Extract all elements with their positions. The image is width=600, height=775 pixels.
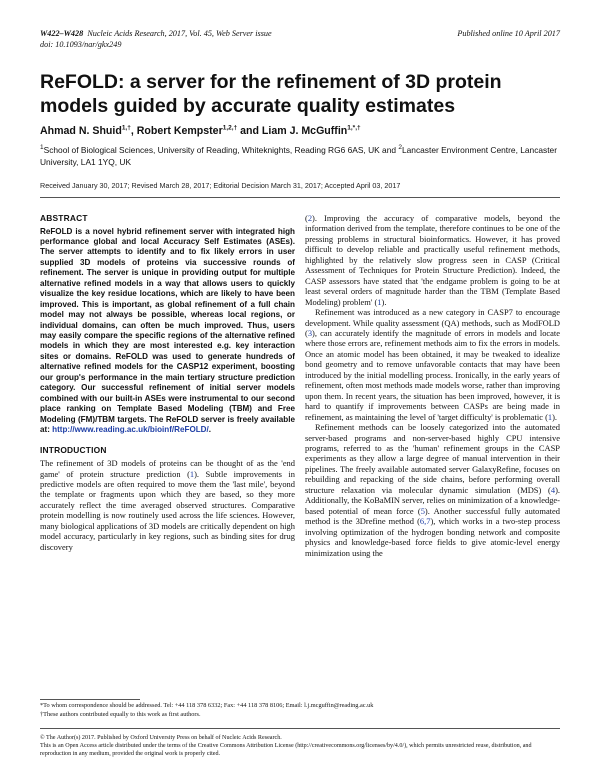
equal-contribution-footnote: †These authors contributed equally to this work as first authors. [40,710,201,718]
citation-link[interactable]: 3 [307,327,313,338]
body-paragraph-2: Refinement was introduced as a new category in CASP7 to encourage development. While quality assessment (QA) methods, such as ModFOLD (3), can accurately identify the magnitude of errors in models and locate where those errors are, refinement methods aim to fix the errors in models. Once an atomic model has been obtained, it may be tweaked to idealize bond geometry and to remove unfavorable contacts that may have been introduced by the initial modelling process. Ironically, in the early years of refinement, often most methods made models worse, rather than improving upon them. In recent years, the situation has been improved, however, it is hard to quantify if improvements between CASPs are being made in refinement, as maintaining the level of 'target difficulty' is problematic (1). [305,307,560,422]
journal-name: Nucleic Acids Research, 2017, Vol. 45, Web Server issue [87,29,272,38]
license-divider [40,728,560,729]
author-list: Ahmad N. Shuid$^{1,\dagger}$, Robert Kempster$^{1,2,\dagger}$ and Liam J. McGuffin$^{1,*,\dagger}$ [40,124,361,137]
citation-link[interactable]: 1 [189,468,195,479]
published-date: Published online 10 April 2017 [457,29,560,38]
header-left [40,28,272,50]
citation-link[interactable]: 4 [550,484,556,495]
author-mcguffin: Liam J. McGuffin [261,125,348,137]
left-column [40,213,295,552]
doi[interactable]: doi: 10.1093/nar/gkx249 [40,40,122,49]
license-notice [40,734,560,758]
citation-link[interactable]: 1 [377,296,382,307]
article-title: ReFOLD: a server for the refinement of 3D protein models guided by accurate quality estimates [40,71,502,117]
correspondence-footnote: *To whom correspondence should be addressed. Tel: +44 118 378 6332; Fax: +44 118 378 8106; Email: l.j.mcguffin@reading.ac.uk [40,702,374,709]
citation-link[interactable]: 5 [420,505,425,516]
author-kempster: Robert Kempster [136,125,223,137]
footnotes [40,702,560,719]
body-paragraph-1: (2). Improving the accuracy of comparative models, beyond the information derived from the template, therefore continues to be one of the pressing problems in structural bioinformatics. However, it has proved difficult to develop reliable and practically useful refinement methods, highlighted by the relatively slow progress seen in CASP (Critical Assessment of Techniques for Protein Structure Prediction). Indeed, the CASP assessors have stated that 'the endgame problem is going to be at least several orders of magnitude harder than the TBM (Template Based Modeling) problem' (1). [305,213,560,307]
right-column [305,213,560,558]
open-access-statement: This is an Open Access article distributed under the terms of the Creative Commons Attribution License (http://creativecommons.org/licenses/by/4.0/), which permits unrestricted reuse, distribution, and reproduction in any medium, provided the original work is properly cited. [40,743,532,757]
received-dates: Received January 30, 2017; Revised March 28, 2017; Editorial Decision March 31, 2017; Accepted April 03, 2017 [40,181,401,190]
affiliations: $^1$School of Biological Sciences, University of Reading, Whiteknights, Reading RG6 6AS, UK and $^2$Lancaster Environment Centre, Lancaster University, LA1 1YQ, UK [40,144,558,167]
introduction-heading: INTRODUCTION [40,444,107,455]
author-shuid: Ahmad N. Shuid [40,125,122,137]
footnote-divider [40,699,140,700]
intro-paragraph: The refinement of 3D models of proteins can be thought of as the 'end game' of protein structure prediction (1). Subtle improvements in predictive models are often required to move them the 'last mile', beyond the template or fragments upon which they are based, so they more accurately reflect the time averaged observed structures. Comparative protein modelling is now routinely used across the life sciences. However, many biological applications of 3D models are critically dependent on high model accuracy, particularly in key regions, such as binding sites for drug discovery [40,458,295,552]
abstract-text: ReFOLD is a novel hybrid refinement server with integrated high performance global and local Accuracy Self Estimates (ASEs). The server attempts to identify and to fix likely errors in user supplied 3D models of proteins via successive rounds of refinement. The server is unique in providing output for multiple alternative refined models in a way that allows users to quickly visualize the key residue locations, which are likely to have been improved. This is important, as global refinement of a full chain model may not always be possible, whereas local regions, or individual domains, can often be much improved. Thus, users may easily compare the specific regions of the alternative refined models in which they are most interested e.g. key interaction sites or domains. ReFOLD was used to generate hundreds of alternative refined models for the CASP12 experiment, boosting our group's performance in the main tertiary structure prediction category. Our successful refinement of initial server models combined with our built-in ASEs were instrumental to our second place ranking on Template Based Modeling (TBM) and Free Modeling (FM)/TBM targets. The ReFOLD server is freely available at: http://www.reading.ac.uk/bioinf/ReFOLD/. [40,226,295,435]
server-url-link[interactable]: http://www.reading.ac.uk/bioinf/ReFOLD/ [52,425,209,435]
page-range: W422–W428 [40,29,84,38]
citation-link[interactable]: 2 [307,213,313,223]
copyright-line: © The Author(s) 2017. Published by Oxford University Press on behalf of Nucleic Acids Research. [40,735,282,741]
divider [40,197,560,198]
body-paragraph-3: Refinement methods can be loosely categorized into the automated server-based programs and non-server-based highly CPU intensive programs, referred to as the 'human' refinement groups in the CASP experiments as they allow a large degree of manual intervention in their pipelines. The freely available automated server GalaxyRefine, focuses on rebuilding and repacking of the side chains, before performing overall structure relaxation via molecular dynamic simulation (MDS) (4). Additionally, the KoBaMIN server, relies on minimization of a knowledge-based potential of mean force (5). Another successful fully automated method is the 3Drefine method (6,7), which works in a two-step process involving optimization of the hydrogen bonding network and composite physics and knowledge-based force fields to give atomic-level energy minimization using the [305,422,560,558]
running-header [40,28,560,52]
citation-link[interactable]: 1 [547,411,553,422]
abstract-heading: ABSTRACT [40,213,88,223]
citation-link[interactable]: 6,7 [419,516,431,527]
